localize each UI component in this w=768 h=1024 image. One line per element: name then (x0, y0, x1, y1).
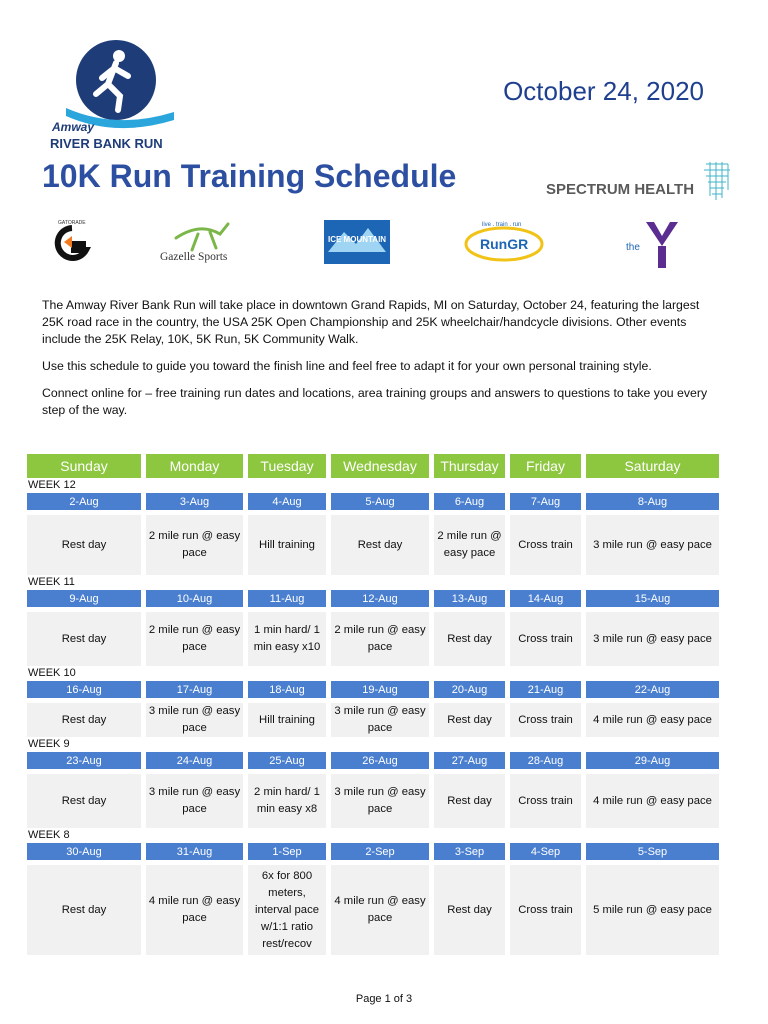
gatorade-logo (50, 212, 94, 274)
date-cell: 22-Aug (586, 681, 719, 698)
gazelle-sports-logo (158, 212, 242, 274)
date-cell: 6-Aug (434, 493, 505, 510)
activity-cell: 4 mile run @ easy pace (146, 865, 243, 955)
date-cell: 15-Aug (586, 590, 719, 607)
day-header: Monday (146, 454, 243, 478)
activity-cell: Rest day (434, 865, 505, 955)
date-cell: 23-Aug (27, 752, 141, 769)
svg-text:the: the (626, 242, 640, 253)
activity-cell: Hill training (248, 515, 326, 575)
activity-cell: 1 min hard/ 1 min easy x10 (248, 612, 326, 666)
activity-cell: 3 mile run @ easy pace (586, 515, 719, 575)
date-cell: 9-Aug (27, 590, 141, 607)
sponsor-logos (40, 212, 730, 274)
activity-row (27, 515, 719, 575)
spectrum-health-logo (546, 160, 732, 206)
date-cell: 2-Aug (27, 493, 141, 510)
svg-text:Gazelle Sports: Gazelle Sports (160, 251, 228, 263)
intro-paragraph: The Amway River Bank Run will take place in downtown Grand Rapids, MI on Saturday, October 24, featuring the largest 25K road race in the country, the USA 25K Open Championship and 25K wheelchair/handcycle divisions. Other events include the 25K Relay, 10K, 5K Run, 5K Community Walk. (42, 298, 700, 346)
svg-text:RunGR: RunGR (480, 236, 529, 252)
svg-text:SPECTRUM HEALTH: SPECTRUM HEALTH (546, 181, 695, 198)
intro-paragraph: Connect online for – free training run dates and locations, area training groups and answers to questions to take you every step of the way. (42, 386, 708, 417)
activity-cell: Hill training (248, 703, 326, 737)
svg-text:ICE MOUNTAIN: ICE MOUNTAIN (328, 235, 387, 244)
week-label: WEEK 11 (28, 576, 75, 588)
day-header-row (27, 454, 719, 478)
event-date: October 24, 2020 (503, 76, 704, 106)
activity-cell: 3 mile run @ easy pace (146, 703, 243, 737)
date-row (27, 681, 719, 698)
date-cell: 4-Aug (248, 493, 326, 510)
activity-row (27, 703, 719, 737)
day-header: Saturday (586, 454, 719, 478)
activity-cell: Rest day (331, 515, 429, 575)
activity-cell: 2 min hard/ 1 min easy x8 (248, 774, 326, 828)
day-header: Tuesday (248, 454, 326, 478)
activity-cell: Cross train (510, 774, 581, 828)
activity-cell: 4 mile run @ easy pace (586, 774, 719, 828)
activity-row (27, 774, 719, 828)
day-header: Sunday (27, 454, 141, 478)
date-cell: 8-Aug (586, 493, 719, 510)
brand-name-top: Amway (52, 120, 95, 134)
date-cell: 5-Aug (331, 493, 429, 510)
date-cell: 17-Aug (146, 681, 243, 698)
activity-cell: 5 mile run @ easy pace (586, 865, 719, 955)
brand-name-bottom: RIVER BANK RUN (50, 136, 163, 151)
date-cell: 10-Aug (146, 590, 243, 607)
ice-mountain-logo (322, 212, 392, 274)
date-row (27, 493, 719, 510)
date-cell: 30-Aug (27, 843, 141, 860)
activity-cell: 2 mile run @ easy pace (331, 612, 429, 666)
date-cell: 31-Aug (146, 843, 243, 860)
date-cell: 26-Aug (331, 752, 429, 769)
activity-cell: 3 mile run @ easy pace (146, 774, 243, 828)
week-label: WEEK 10 (28, 667, 76, 679)
activity-cell: 3 mile run @ easy pace (586, 612, 719, 666)
date-cell: 2-Sep (331, 843, 429, 860)
activity-cell: 4 mile run @ easy pace (331, 865, 429, 955)
date-cell: 19-Aug (331, 681, 429, 698)
activity-cell: Cross train (510, 515, 581, 575)
activity-cell: Rest day (27, 774, 141, 828)
activity-cell: Rest day (27, 865, 141, 955)
activity-cell: 2 mile run @ easy pace (434, 515, 505, 575)
intro-text (42, 297, 724, 429)
date-cell: 3-Sep (434, 843, 505, 860)
training-schedule (27, 454, 719, 955)
date-cell: 16-Aug (27, 681, 141, 698)
activity-cell: Rest day (27, 612, 141, 666)
date-cell: 1-Sep (248, 843, 326, 860)
date-cell: 25-Aug (248, 752, 326, 769)
date-cell: 5-Sep (586, 843, 719, 860)
day-header: Wednesday (331, 454, 429, 478)
svg-text:live . train . run: live . train . run (482, 222, 522, 228)
activity-cell: Rest day (434, 703, 505, 737)
activity-cell: Rest day (434, 774, 505, 828)
activity-cell: 2 mile run @ easy pace (146, 612, 243, 666)
day-header: Thursday (434, 454, 505, 478)
date-cell: 21-Aug (510, 681, 581, 698)
date-cell: 3-Aug (146, 493, 243, 510)
date-row (27, 590, 719, 607)
activity-row (27, 865, 719, 955)
date-cell: 28-Aug (510, 752, 581, 769)
week-label: WEEK 8 (28, 829, 70, 841)
svg-text:GATORADE: GATORADE (58, 220, 86, 226)
date-cell: 24-Aug (146, 752, 243, 769)
date-cell: 27-Aug (434, 752, 505, 769)
date-cell: 13-Aug (434, 590, 505, 607)
date-cell: 4-Sep (510, 843, 581, 860)
activity-cell: 3 mile run @ easy pace (331, 774, 429, 828)
date-cell: 7-Aug (510, 493, 581, 510)
activity-cell: 2 mile run @ easy pace (146, 515, 243, 575)
date-cell: 12-Aug (331, 590, 429, 607)
activity-cell: Rest day (27, 515, 141, 575)
day-header: Friday (510, 454, 581, 478)
rungr-logo (464, 212, 548, 274)
activity-cell: Cross train (510, 612, 581, 666)
week-label: WEEK 9 (28, 738, 70, 750)
week-label: WEEK 12 (28, 479, 76, 491)
date-row (27, 843, 719, 860)
ymca-logo (622, 212, 682, 274)
activity-cell: Rest day (434, 612, 505, 666)
date-cell: 11-Aug (248, 590, 326, 607)
activity-cell: 6x for 800 meters, interval pace w/1:1 ratio rest/recov (248, 865, 326, 955)
activity-cell: Rest day (27, 703, 141, 737)
activity-cell: 4 mile run @ easy pace (586, 703, 719, 737)
date-row (27, 752, 719, 769)
activity-cell: Cross train (510, 865, 581, 955)
date-cell: 14-Aug (510, 590, 581, 607)
date-cell: 29-Aug (586, 752, 719, 769)
page-title: 10K Run Training Schedule (42, 158, 457, 194)
activity-row (27, 612, 719, 666)
river-bank-run-logo (46, 38, 176, 156)
intro-paragraph: Use this schedule to guide you toward the finish line and feel free to adapt it for your own personal training style. (42, 359, 652, 373)
date-cell: 18-Aug (248, 681, 326, 698)
page-number: Page 1 of 3 (355, 993, 413, 1005)
activity-cell: Cross train (510, 703, 581, 737)
date-cell: 20-Aug (434, 681, 505, 698)
activity-cell: 3 mile run @ easy pace (331, 703, 429, 737)
